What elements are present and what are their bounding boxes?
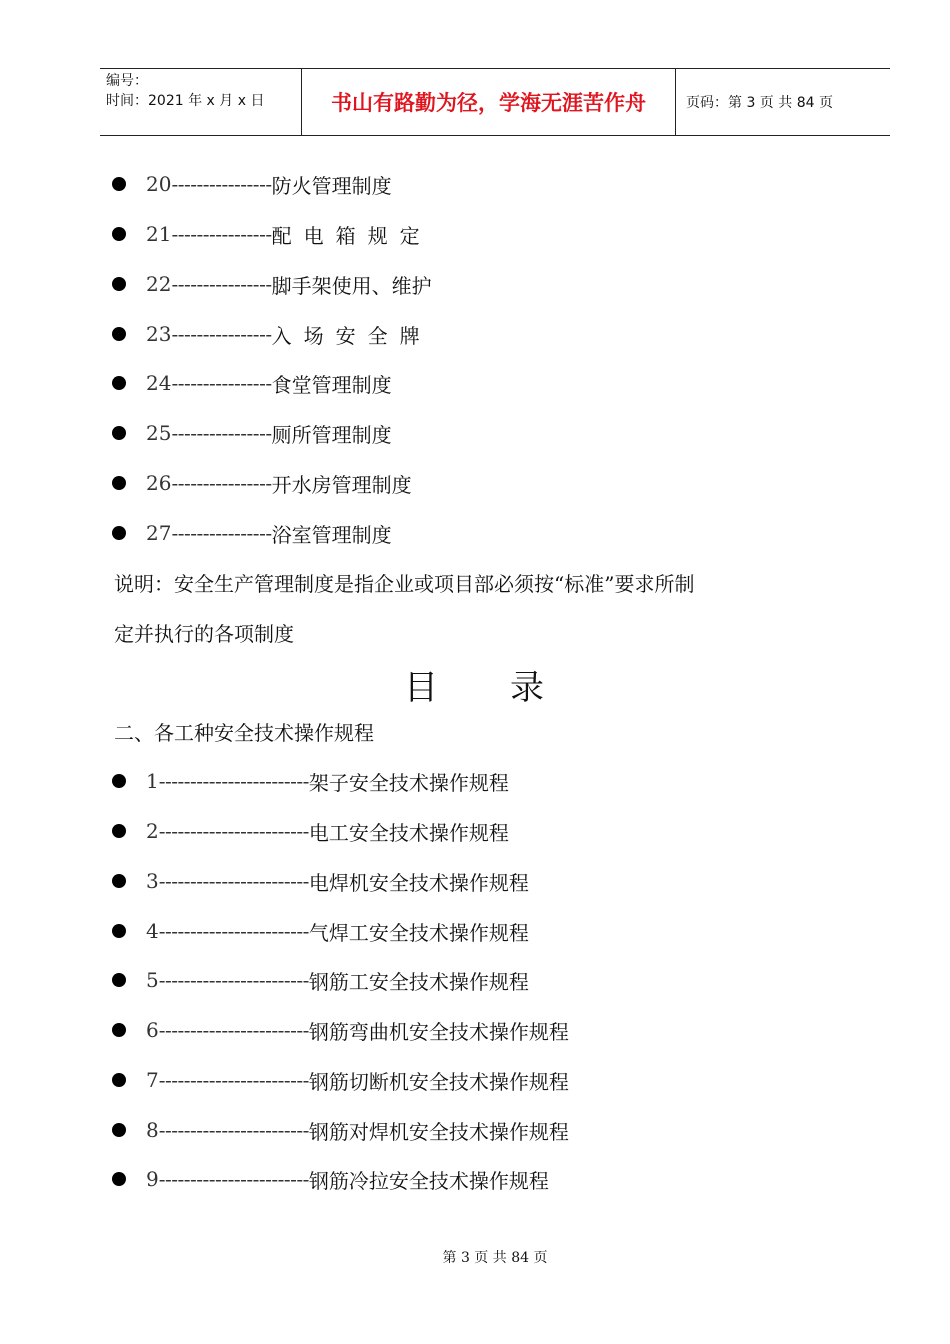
bullet-icon: [112, 177, 126, 191]
note-paragraph-line-2: 定并执行的各项制度: [114, 622, 294, 646]
list-item: [112, 168, 392, 200]
bullet-icon: [112, 277, 126, 291]
note-paragraph-line-1: 说明：安全生产管理制度是指企业或项目部必须按“标准”要求所制: [114, 572, 695, 596]
list-item: [112, 964, 529, 996]
item-number: 24: [146, 371, 172, 395]
item-leader: ----------------: [171, 421, 272, 445]
serial-label: 编号：: [106, 73, 148, 89]
list-item: [112, 367, 392, 399]
bullet-icon: [112, 924, 126, 938]
bullet-icon: [112, 327, 126, 341]
page-header: [100, 68, 890, 136]
bullet-icon: [112, 376, 126, 390]
list-item: [112, 467, 412, 499]
item-leader: ------------------------: [158, 1018, 309, 1042]
item-leader: ------------------------: [158, 1068, 309, 1092]
bullet-icon: [112, 824, 126, 838]
list-item: [112, 815, 509, 847]
item-title: 浴室管理制度: [271, 522, 392, 547]
item-title: 开水房管理制度: [271, 472, 412, 497]
item-title: 防火管理制度: [271, 173, 392, 198]
item-number: 6: [146, 1018, 159, 1042]
item-title: 钢筋工安全技术操作规程: [308, 969, 529, 994]
item-leader: ----------------: [171, 272, 272, 296]
bullet-icon: [112, 1073, 126, 1087]
item-leader: ----------------: [171, 222, 272, 246]
item-number: 26: [146, 471, 172, 495]
list-item: [112, 1163, 549, 1195]
list-item: [112, 517, 392, 549]
item-title: 食堂管理制度: [271, 372, 392, 397]
list-item: [112, 1064, 569, 1096]
item-number: 1: [146, 769, 159, 793]
item-number: 23: [146, 322, 172, 346]
header-motto: 书山有路勤为径，学海无涯苦作舟: [302, 69, 676, 135]
item-title: 钢筋对焊机安全技术操作规程: [308, 1119, 569, 1144]
list-item: [112, 765, 509, 797]
list-item: [112, 318, 432, 350]
item-number: 25: [146, 421, 172, 445]
section-heading: 二、各工种安全技术操作规程: [114, 721, 374, 745]
bullet-icon: [112, 1172, 126, 1186]
item-number: 27: [146, 521, 172, 545]
item-leader: ------------------------: [158, 968, 309, 992]
item-title: 钢筋冷拉安全技术操作规程: [308, 1168, 549, 1193]
header-meta: [100, 69, 302, 135]
item-title: 架子安全技术操作规程: [308, 770, 509, 795]
item-number: 3: [146, 869, 159, 893]
bullet-icon: [112, 774, 126, 788]
bullet-icon: [112, 1023, 126, 1037]
item-title: 脚手架使用、维护: [271, 273, 432, 298]
item-leader: ----------------: [171, 322, 272, 346]
bullet-icon: [112, 973, 126, 987]
bullet-icon: [112, 874, 126, 888]
item-number: 9: [146, 1167, 159, 1191]
bullet-icon: [112, 227, 126, 241]
toc-heading: [0, 660, 950, 709]
item-number: 8: [146, 1118, 159, 1142]
item-leader: ------------------------: [158, 869, 309, 893]
item-title: 电工安全技术操作规程: [308, 820, 509, 845]
item-number: 2: [146, 819, 159, 843]
item-leader: ----------------: [171, 471, 272, 495]
page-footer: 第 3 页 共 84 页: [442, 1250, 548, 1266]
item-leader: ------------------------: [158, 1118, 309, 1142]
toc-heading-char: 录: [510, 668, 546, 708]
list-item: [112, 417, 392, 449]
toc-heading-char: 目: [404, 668, 440, 708]
bullet-icon: [112, 526, 126, 540]
item-number: 4: [146, 919, 159, 943]
header-page-info: 页码：第 3 页 共 84 页: [686, 95, 833, 111]
bullet-icon: [112, 1123, 126, 1137]
item-title: 电焊机安全技术操作规程: [308, 870, 529, 895]
item-number: 21: [146, 222, 172, 246]
item-number: 22: [146, 272, 172, 296]
item-title: 厕所管理制度: [271, 422, 392, 447]
time-label: 时间：2021 年 x 月 x 日: [106, 93, 265, 109]
item-leader: ------------------------: [158, 919, 309, 943]
list-item: [112, 865, 529, 897]
list-item: [112, 268, 432, 300]
item-leader: ------------------------: [158, 769, 309, 793]
item-number: 5: [146, 968, 159, 992]
bullet-icon: [112, 426, 126, 440]
list-item: [112, 915, 529, 947]
item-title: 配电箱规定: [271, 223, 432, 248]
item-title: 入场安全牌: [271, 323, 432, 348]
item-title: 钢筋切断机安全技术操作规程: [308, 1069, 569, 1094]
item-title: 钢筋弯曲机安全技术操作规程: [308, 1019, 569, 1044]
list-item: [112, 1114, 569, 1146]
bullet-icon: [112, 476, 126, 490]
list-item: [112, 218, 432, 250]
item-number: 20: [146, 172, 172, 196]
item-leader: ----------------: [171, 521, 272, 545]
item-title: 气焊工安全技术操作规程: [308, 920, 529, 945]
item-leader: ----------------: [171, 371, 272, 395]
item-leader: ----------------: [171, 172, 272, 196]
item-leader: ------------------------: [158, 819, 309, 843]
item-leader: ------------------------: [158, 1167, 309, 1191]
list-item: [112, 1014, 569, 1046]
item-number: 7: [146, 1068, 159, 1092]
